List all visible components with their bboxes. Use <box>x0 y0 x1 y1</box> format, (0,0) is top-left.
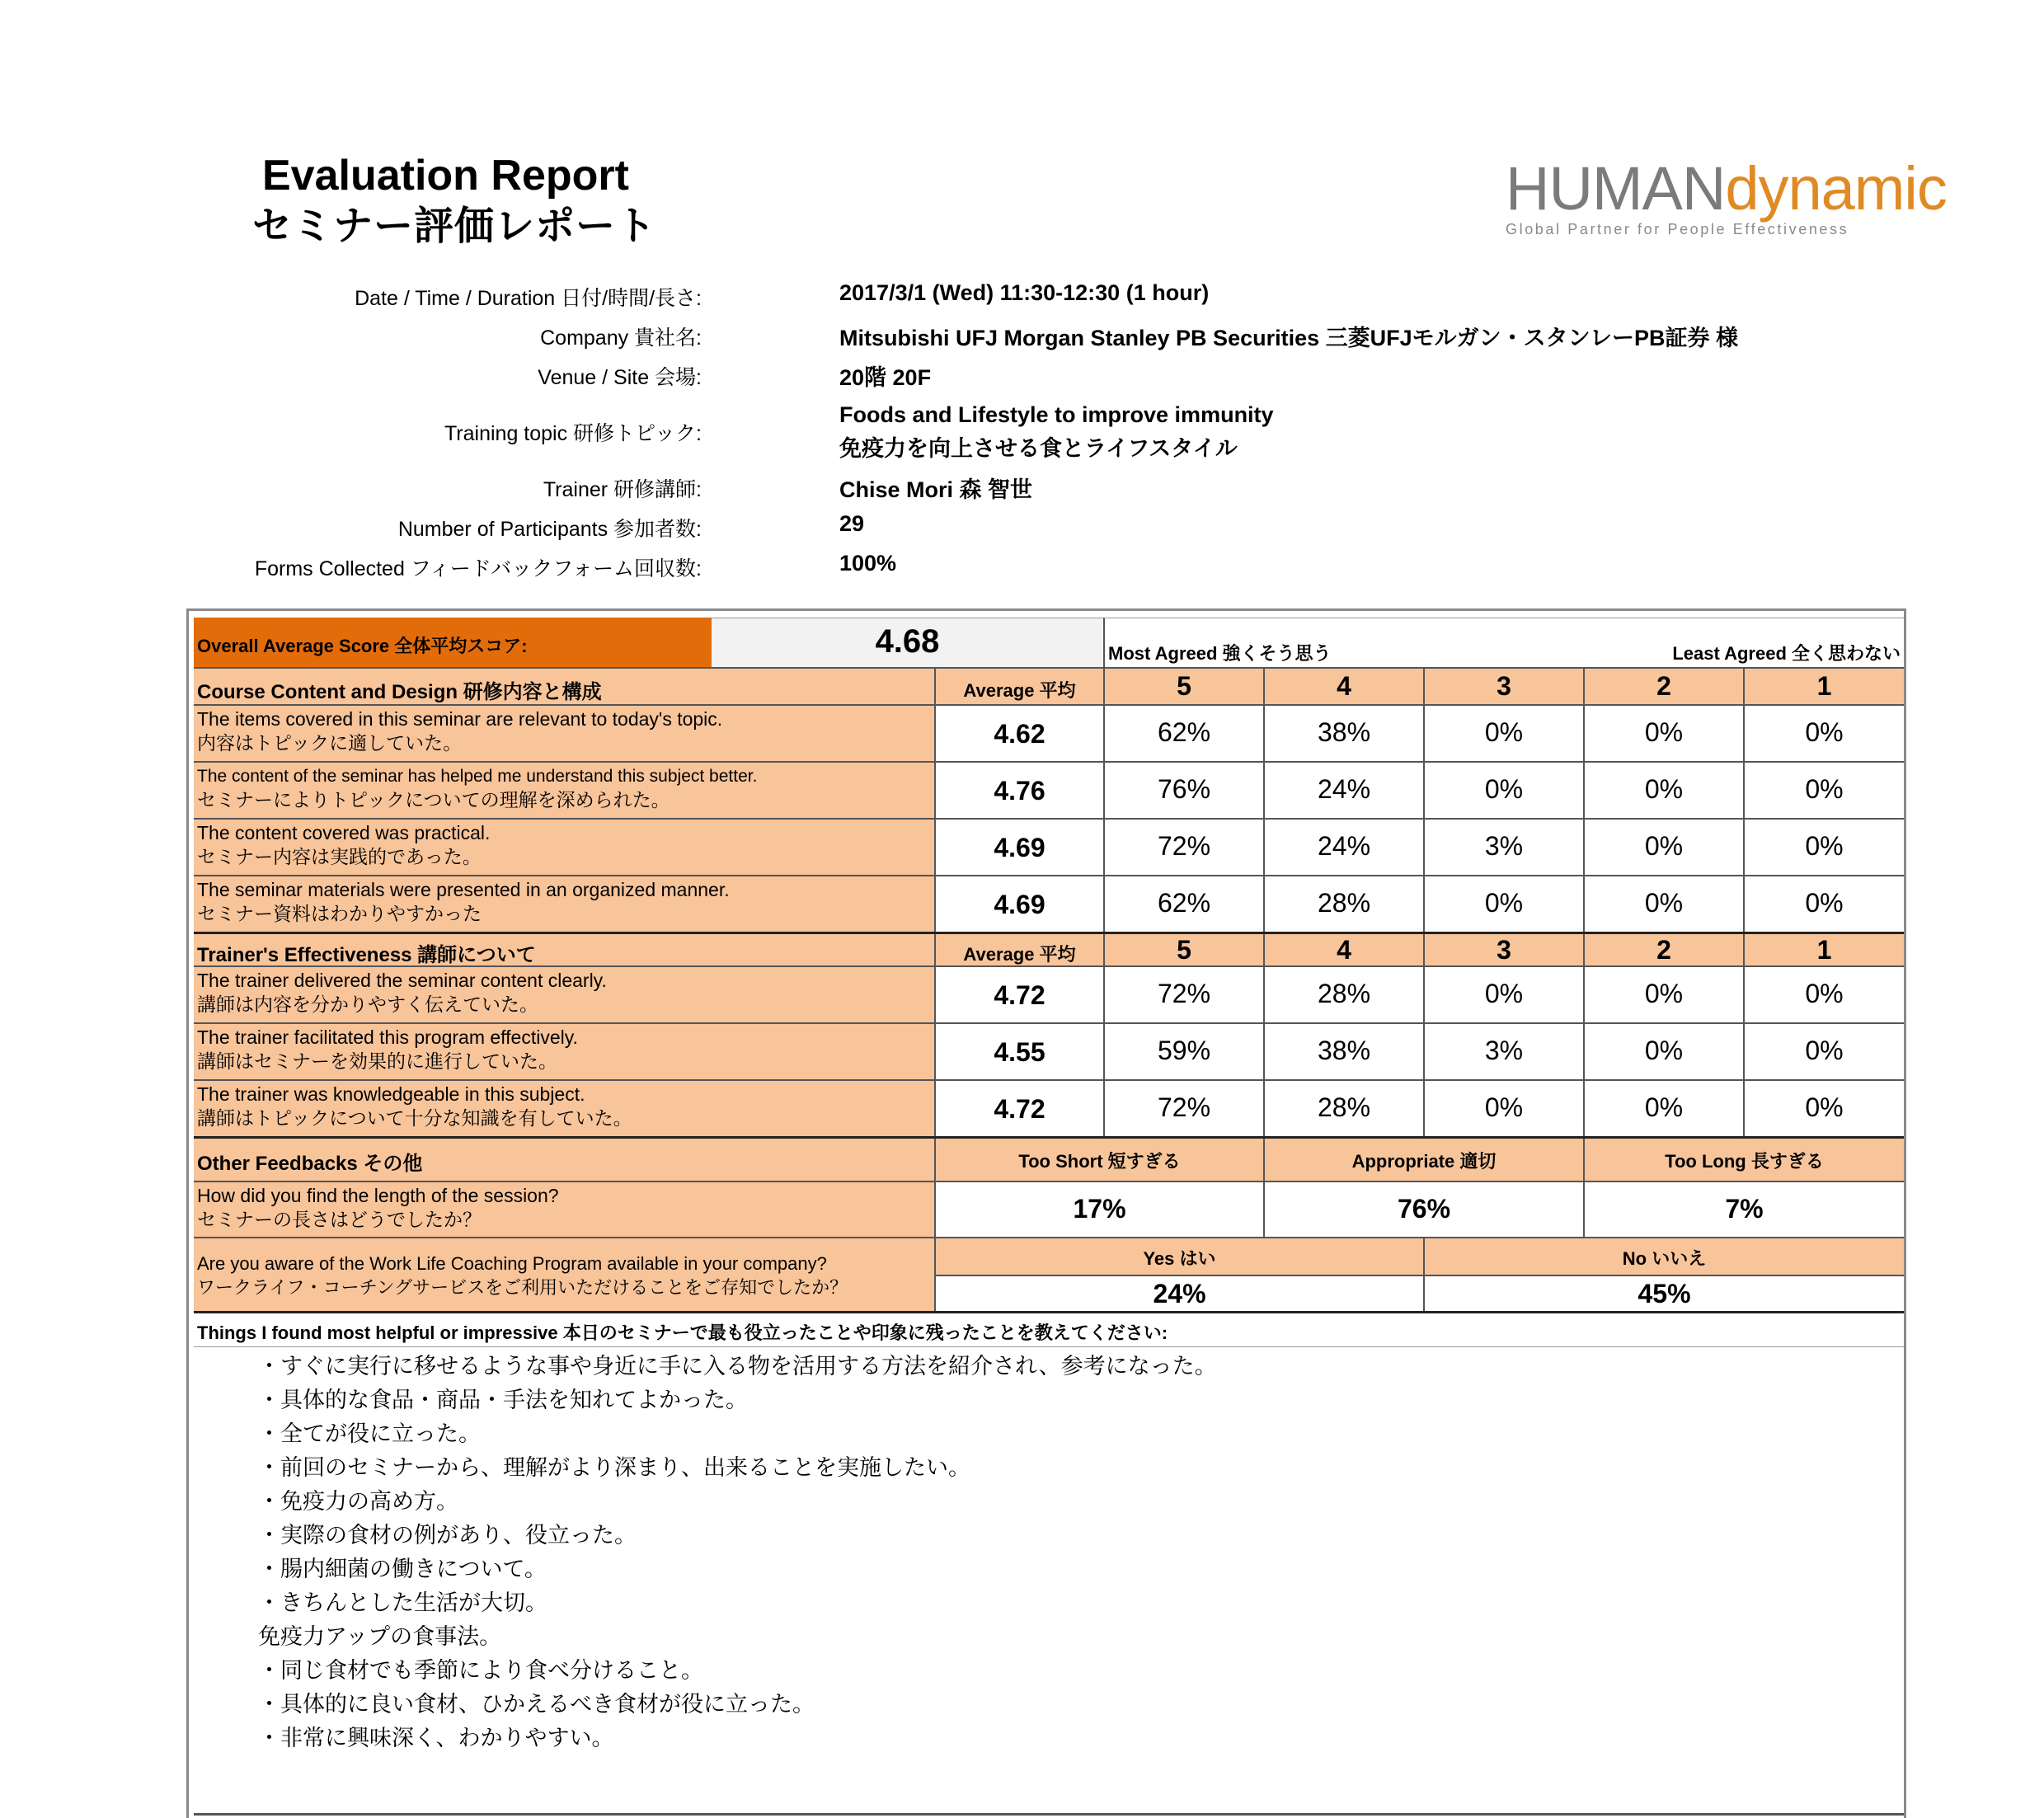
info-value-topic: Foods and Lifestyle to improve immunity <box>839 402 1274 427</box>
info-label-date: Date / Time / Duration 日付/時間/長さ: <box>355 287 702 310</box>
company-logo <box>1506 153 1947 238</box>
table-row <box>194 818 1904 875</box>
percent-4: 38% <box>1263 706 1423 761</box>
average-value: 4.62 <box>934 706 1103 761</box>
percent-1: 0% <box>1743 706 1904 761</box>
info-label-trainer: Trainer 研修講師: <box>543 478 702 501</box>
title-japanese: セミナー評価レポート <box>252 204 657 248</box>
trainer-section-title: Trainer's Effectiveness 講師について <box>197 944 536 965</box>
info-value-topic-jp: 免疫力を向上させる食とライフスタイル <box>839 436 1238 461</box>
course-scale-5: 5 <box>1103 669 1263 704</box>
appropriate-header: Appropriate 適切 <box>1263 1139 1583 1181</box>
percent-3: 3% <box>1423 820 1583 875</box>
overall-score-cell <box>712 618 1103 667</box>
info-label-topic: Training topic 研修トピック: <box>444 422 702 445</box>
list-item: ・同じ食材でも季節により食べ分けること。 <box>258 1658 703 1683</box>
question-cell <box>194 820 934 875</box>
table-row <box>194 761 1904 818</box>
session-length-row <box>194 1181 1904 1237</box>
average-value: 4.69 <box>934 820 1103 875</box>
percent-1: 0% <box>1743 967 1904 1022</box>
question-jp: セミナーによりトピックについての理解を深められた。 <box>197 789 670 810</box>
percent-5: 72% <box>1103 820 1263 875</box>
too-long-header: Too Long 長すぎる <box>1583 1139 1904 1181</box>
no-header: No いいえ <box>1423 1238 1904 1275</box>
question-cell <box>194 876 934 932</box>
question-jp: セミナー内容は実践的であった。 <box>197 846 482 867</box>
trainer-scale-3: 3 <box>1423 934 1583 965</box>
percent-5: 59% <box>1103 1024 1263 1079</box>
question-en: How did you find the length of the session? <box>197 1185 559 1206</box>
average-value: 4.55 <box>934 1024 1103 1079</box>
too-short-value: 17% <box>934 1182 1263 1237</box>
question-en: The trainer facilitated this program effectively. <box>197 1026 578 1048</box>
section-divider <box>194 1813 1904 1816</box>
percent-2: 0% <box>1583 1024 1743 1079</box>
logo-human-text: HUMAN <box>1506 154 1726 223</box>
percent-1: 0% <box>1743 876 1904 932</box>
percent-5: 62% <box>1103 706 1263 761</box>
percent-3: 0% <box>1423 876 1583 932</box>
trainer-header-row <box>194 932 1904 965</box>
title-english: Evaluation Report <box>262 152 629 200</box>
percent-2: 0% <box>1583 763 1743 818</box>
percent-3: 0% <box>1423 1081 1583 1136</box>
question-jp: 講師はセミナーを効果的に進行していた。 <box>197 1050 557 1072</box>
question-cell <box>194 1182 934 1237</box>
percent-4: 28% <box>1263 1081 1423 1136</box>
info-value-trainer: Chise Mori 森 智世 <box>839 477 1033 502</box>
helpful-section-title: Things I found most helpful or impressive 本日のセミナーで最も役立ったことや印象に残ったことを教えてください: <box>197 1322 1168 1343</box>
list-item: ・前回のセミナーから、理解がより深まり、出来ることを実施したい。 <box>258 1455 970 1480</box>
question-cell <box>194 1238 934 1311</box>
least-agreed-label: Least Agreed 全く思わない <box>1672 643 1901 664</box>
question-jp: 内容はトピックに適していた。 <box>197 732 463 754</box>
appropriate-value: 76% <box>1263 1182 1583 1237</box>
other-section-title: Other Feedbacks その他 <box>197 1153 423 1175</box>
question-en: The content of the seminar has helped me understand this subject better. <box>197 767 758 786</box>
report-title <box>252 150 656 252</box>
percent-5: 62% <box>1103 876 1263 932</box>
trainer-average-header: Average 平均 <box>934 934 1103 965</box>
list-item: ・すぐに実行に移せるような事や身近に手に入る物を活用する方法を紹介され、参考になった。 <box>258 1354 1217 1379</box>
too-long-value: 7% <box>1583 1182 1904 1237</box>
too-short-header: Too Short 短すぎる <box>934 1139 1263 1181</box>
info-value-company: Mitsubishi UFJ Morgan Stanley PB Securities 三菱UFJモルガン・スタンレーPB証券 様 <box>839 326 1738 350</box>
course-scale-3: 3 <box>1423 669 1583 704</box>
list-item: ・全てが役に立った。 <box>258 1421 481 1446</box>
info-label-venue: Venue / Site 会場: <box>538 366 702 389</box>
course-header-row <box>194 667 1904 704</box>
info-value-venue: 20階 20F <box>839 365 932 390</box>
table-row <box>194 1022 1904 1079</box>
agreement-scale-cell <box>1103 618 1904 667</box>
info-label-participants: Number of Participants 参加者数: <box>397 518 702 541</box>
info-value-date: 2017/3/1 (Wed) 11:30-12:30 (1 hour) <box>839 280 1210 305</box>
question-cell <box>194 1081 934 1136</box>
percent-1: 0% <box>1743 763 1904 818</box>
question-en: The trainer delivered the seminar content clearly. <box>197 970 607 991</box>
list-item: ・具体的に良い食材、ひかえるべき食材が役に立った。 <box>258 1692 815 1717</box>
percent-2: 0% <box>1583 1081 1743 1136</box>
list-item: ・実際の食材の例があり、役立った。 <box>258 1523 637 1548</box>
percent-1: 0% <box>1743 1024 1904 1079</box>
logo-wordmark <box>1506 153 1947 224</box>
yes-value: 24% <box>934 1275 1423 1311</box>
evaluation-table <box>186 608 1906 1818</box>
awareness-row <box>194 1237 1904 1311</box>
average-value: 4.76 <box>934 763 1103 818</box>
overall-label-cell <box>194 618 712 667</box>
average-value: 4.69 <box>934 876 1103 932</box>
percent-3: 0% <box>1423 967 1583 1022</box>
percent-3: 3% <box>1423 1024 1583 1079</box>
percent-2: 0% <box>1583 706 1743 761</box>
most-agreed-label: Most Agreed 強くそう思う <box>1108 643 1332 664</box>
list-item: ・免疫力の高め方。 <box>258 1489 458 1514</box>
percent-1: 0% <box>1743 820 1904 875</box>
overall-score: 4.68 <box>875 623 940 660</box>
list-item: ・非常に興味深く、わかりやすい。 <box>258 1726 614 1750</box>
percent-2: 0% <box>1583 820 1743 875</box>
info-label-company: Company 貴社名: <box>540 326 702 350</box>
average-value: 4.72 <box>934 1081 1103 1136</box>
trainer-scale-5: 5 <box>1103 934 1263 965</box>
helpful-comments-list <box>258 1350 1217 1755</box>
percent-5: 76% <box>1103 763 1263 818</box>
table-row <box>194 875 1904 932</box>
percent-1: 0% <box>1743 1081 1904 1136</box>
question-jp: 講師は内容を分かりやすく伝えていた。 <box>197 994 538 1015</box>
list-item: ・腸内細菌の働きについて。 <box>258 1557 547 1581</box>
logo-dynamic-text: dynamic <box>1725 154 1947 223</box>
trainer-scale-2: 2 <box>1583 934 1743 965</box>
question-en: The trainer was knowledgeable in this subject. <box>197 1083 585 1105</box>
average-value: 4.72 <box>934 967 1103 1022</box>
course-scale-1: 1 <box>1743 669 1904 704</box>
question-cell <box>194 763 934 818</box>
percent-5: 72% <box>1103 967 1263 1022</box>
trainer-scale-1: 1 <box>1743 934 1904 965</box>
question-cell <box>194 706 934 761</box>
question-jp: セミナー資料はわかりやすかった <box>197 903 482 924</box>
course-scale-4: 4 <box>1263 669 1423 704</box>
question-jp: ワークライフ・コーチングサービスをご利用いただけることをご存知でしたか？ <box>197 1277 848 1298</box>
other-header-row <box>194 1136 1904 1181</box>
percent-5: 72% <box>1103 1081 1263 1136</box>
course-average-header: Average 平均 <box>934 669 1103 704</box>
table-row <box>194 704 1904 761</box>
list-item: ・具体的な食品・商品・手法を知れてよかった。 <box>258 1388 748 1412</box>
question-en: Are you aware of the Work Life Coaching Program available in your company? <box>197 1253 827 1274</box>
percent-2: 0% <box>1583 876 1743 932</box>
info-value-participants: 29 <box>839 511 865 536</box>
question-jp: 講師はトピックについて十分な知識を有していた。 <box>197 1107 632 1129</box>
percent-4: 38% <box>1263 1024 1423 1079</box>
question-jp: セミナーの長さはどうでしたか？ <box>197 1209 482 1230</box>
question-en: The items covered in this seminar are relevant to today's topic. <box>197 708 723 730</box>
course-section-title: Course Content and Design 研修内容と構成 <box>197 681 602 703</box>
percent-4: 28% <box>1263 876 1423 932</box>
percent-4: 28% <box>1263 967 1423 1022</box>
info-label-forms: Forms Collected フィードバックフォーム回収数: <box>254 557 702 580</box>
percent-3: 0% <box>1423 763 1583 818</box>
question-cell <box>194 967 934 1022</box>
percent-4: 24% <box>1263 820 1423 875</box>
trainer-scale-4: 4 <box>1263 934 1423 965</box>
question-en: The seminar materials were presented in an organized manner. <box>197 879 730 900</box>
list-item: ・きちんとした生活が大切。 <box>258 1590 547 1615</box>
no-value: 45% <box>1423 1275 1904 1311</box>
percent-4: 24% <box>1263 763 1423 818</box>
overall-label: Overall Average Score 全体平均スコア: <box>197 636 528 656</box>
logo-tagline: Global Partner for People Effectiveness <box>1506 221 1849 237</box>
table-row <box>194 1079 1904 1136</box>
helpful-header-row <box>194 1311 1904 1347</box>
question-en: The content covered was practical. <box>197 822 491 843</box>
info-value-forms: 100% <box>839 551 897 575</box>
yes-header: Yes はい <box>934 1238 1423 1275</box>
percent-3: 0% <box>1423 706 1583 761</box>
percent-2: 0% <box>1583 967 1743 1022</box>
course-scale-2: 2 <box>1583 669 1743 704</box>
table-row <box>194 965 1904 1022</box>
question-cell <box>194 1024 934 1079</box>
list-item: 免疫力アップの食事法。 <box>258 1624 502 1649</box>
